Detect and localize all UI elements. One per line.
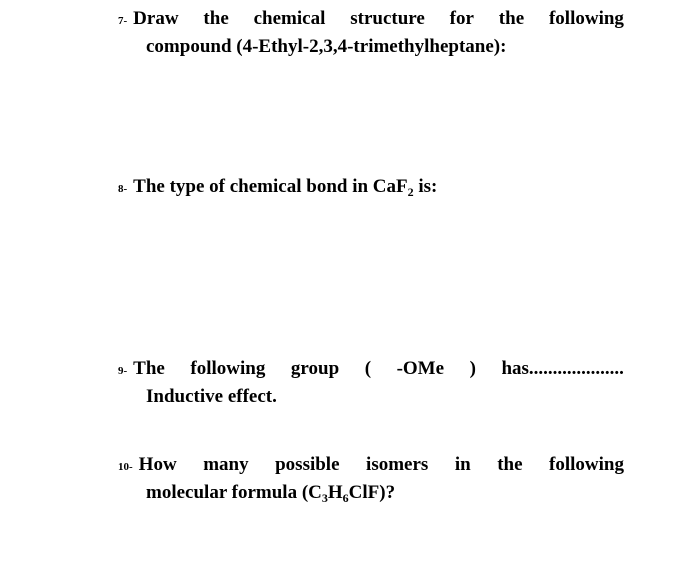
word: chemical (253, 8, 326, 29)
question-9-line-2: Inductive effect. (146, 386, 277, 407)
question-number: 8- (118, 183, 128, 195)
formula-prefix: molecular formula (C (146, 482, 322, 503)
question-7-line-1 (118, 6, 624, 34)
word: following (190, 358, 266, 379)
word: ) (469, 358, 476, 379)
word: many (203, 454, 249, 475)
question-text-end: is: (413, 176, 438, 197)
formula-h: H (327, 482, 343, 503)
question-number: 10- (118, 461, 133, 473)
question-7 (118, 6, 624, 59)
word: group (290, 358, 340, 379)
question-number: 7- (118, 15, 128, 27)
word: -OMe (396, 358, 445, 379)
subscript: 3 (321, 491, 328, 505)
word: possible (275, 454, 340, 475)
question-8 (118, 174, 624, 202)
question-9 (118, 356, 624, 409)
word: the (203, 8, 229, 29)
word: Draw (133, 8, 179, 29)
word: following (549, 454, 624, 475)
subscript: 6 (342, 491, 349, 505)
question-7-line-2: compound (4-Ethyl-2,3,4-trimethylheptane): (146, 36, 507, 57)
question-number: 9- (118, 365, 128, 377)
question-10-line-1 (118, 452, 624, 480)
word: the (497, 454, 523, 475)
word: ( (364, 358, 372, 379)
question-text: The type of chemical bond in CaF (133, 176, 408, 197)
question-10 (118, 452, 624, 505)
question-10-line-2 (118, 480, 624, 505)
word: for (449, 8, 474, 29)
word: How (138, 454, 177, 475)
word: following (548, 8, 624, 29)
question-9-line-1 (118, 356, 624, 384)
word: in (454, 454, 471, 475)
word: The (133, 358, 165, 379)
formula-suffix: ClF)? (348, 482, 396, 503)
question-8-line-1 (118, 174, 624, 202)
answer-blank: has.................... (501, 358, 624, 379)
word: the (498, 8, 525, 29)
subscript: 2 (407, 185, 414, 199)
word: isomers (366, 454, 429, 475)
word: structure (350, 8, 425, 29)
